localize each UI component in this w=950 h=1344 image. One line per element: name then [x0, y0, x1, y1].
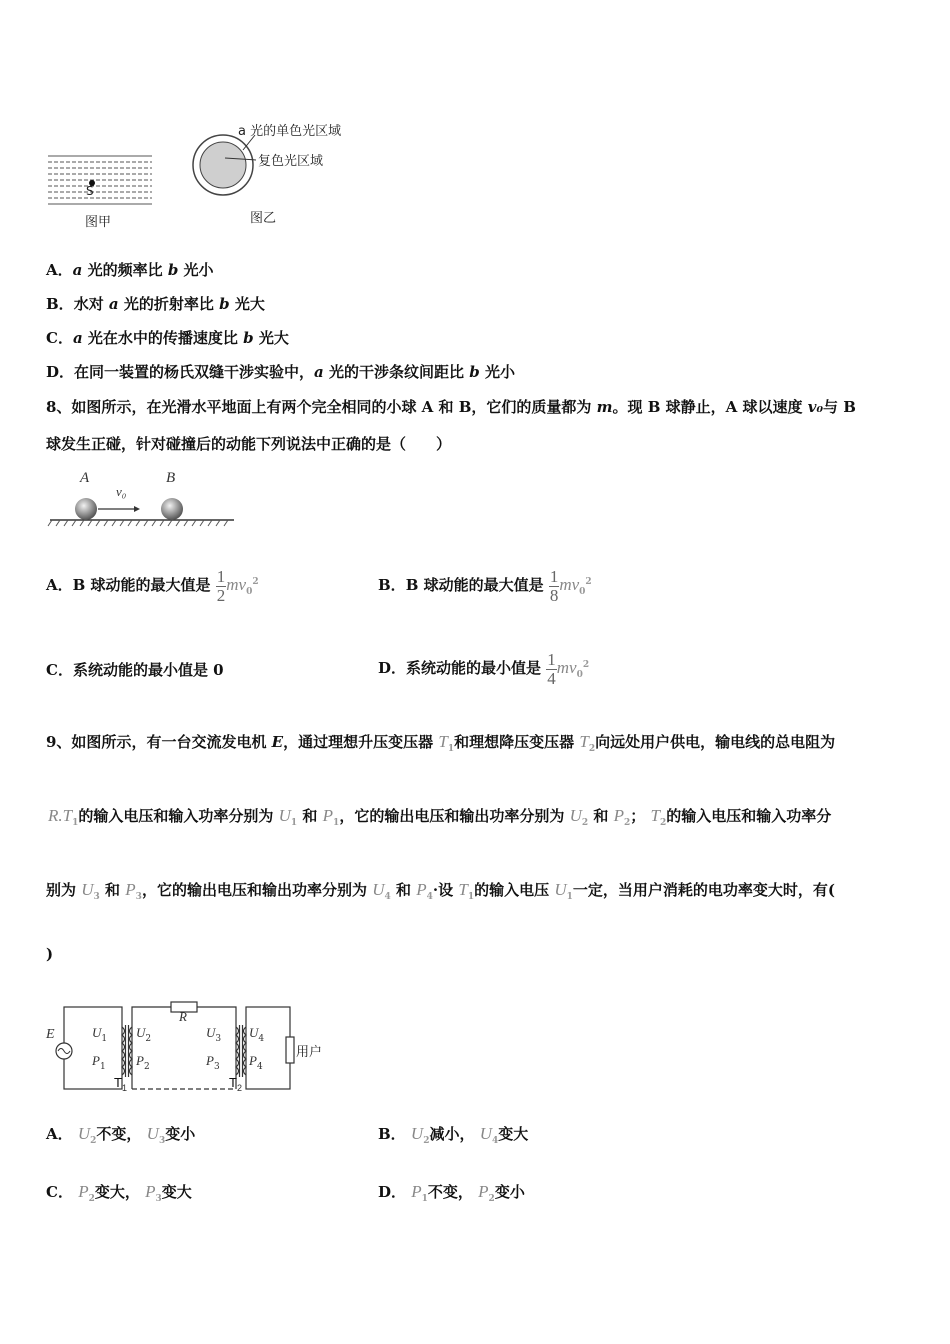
- label-p4: $P_4$: [249, 1053, 263, 1072]
- q7-option-b[interactable]: B．水对 a 光的折射率比 b 光大: [46, 295, 265, 313]
- ball-a-label: A: [80, 470, 90, 486]
- user-loop: [246, 1007, 290, 1089]
- label-t2: $T_2$: [229, 1075, 242, 1093]
- label-r: R: [179, 1009, 187, 1024]
- caption-yi: 图乙: [250, 211, 277, 226]
- q9-option-d[interactable]: D． $P_1$不变， $P_2$变小: [378, 1182, 525, 1204]
- q9-stem-line4: ): [46, 945, 54, 963]
- label-p3: $P_3$: [206, 1053, 220, 1072]
- transmission-top-left: [132, 1007, 171, 1089]
- q9-stem-line1: 9、如图所示，有一台交流发电机 E，通过理想升压变压器 $T_1$和理想降压变压器 $T_2$向远处用户供电，输电线的总电阻为: [46, 732, 836, 754]
- label-a-light: a 光的单色光区域: [238, 124, 342, 139]
- label-e: E: [46, 1027, 55, 1042]
- source-label: S: [86, 184, 94, 198]
- q7-option-d[interactable]: D．在同一装置的杨氏双缝干涉实验中，a 光的干涉条纹间距比 b 光小: [46, 363, 515, 381]
- ball-b: [161, 498, 183, 520]
- q8-figure: [46, 470, 246, 530]
- label-p1: $P_1$: [92, 1053, 106, 1072]
- label-mixed-light: 复色光区域: [258, 154, 324, 169]
- q8-option-a[interactable]: A．B 球动能的最大值是 $\frac{1}{2}$ $mv_0^2$: [46, 566, 259, 605]
- fraction: $\frac{1}{4}$: [547, 649, 556, 688]
- q9-circuit-svg: [46, 995, 336, 1095]
- q9-stem-line2: $R.T_1$的输入电压和输入功率分别为 $U_1$ 和 $P_1$，它的输出电压和输出功率分别为 $U_2$ 和 $P_2$； $T_2$的输入电压和输入功率分: [48, 806, 832, 828]
- q8-figure-svg: [46, 470, 246, 530]
- q8-stem-line2: 球发生正碰，针对碰撞后的动能下列说法中正确的是（ ）: [46, 435, 452, 453]
- q9-stem-line3: 别为 $U_3$ 和 $P_3$，它的输出电压和输出功率分别为 $U_4$ 和 $P_4\cdot$设 $T_1$的输入电压 $U_1$一定，当用户消耗的电功率变大时，有(: [46, 880, 835, 902]
- q8-option-d[interactable]: D．系统动能的最小值是 $\frac{1}{4}$ $mv_0^2$: [378, 649, 590, 688]
- user-load: [286, 1037, 294, 1063]
- label-u4: $U_4$: [249, 1025, 265, 1044]
- q9-option-a[interactable]: A． $U_2$不变， $U_3$变小: [46, 1124, 196, 1146]
- q8-option-c[interactable]: C．系统动能的最小值是 0: [46, 661, 224, 679]
- q7-option-c[interactable]: C．a 光在水中的传播速度比 b 光大: [46, 329, 289, 347]
- caption-jia: 图甲: [85, 215, 112, 230]
- label-u1: $U_1$: [92, 1025, 108, 1044]
- figure-water-light: [40, 110, 380, 235]
- inner-disc-mixed-light: [200, 142, 246, 188]
- ball-a: [75, 498, 97, 520]
- q8-option-b[interactable]: B．B 球动能的最大值是 $\frac{1}{8}$ $mv_0^2$: [378, 566, 592, 605]
- q9-option-b[interactable]: B． $U_2$减小， $U_4$变大: [378, 1124, 529, 1146]
- q9-circuit: [46, 995, 336, 1095]
- label-user: 用户: [296, 1045, 323, 1060]
- label-u3: $U_3$: [206, 1025, 222, 1044]
- q9-option-c[interactable]: C． $P_2$变大， $P_3$变大: [46, 1182, 192, 1204]
- q7-option-a[interactable]: A．a 光的频率比 b 光小: [46, 261, 214, 279]
- fraction: $\frac{1}{8}$: [549, 566, 559, 605]
- velocity-label: v₀: [116, 484, 127, 499]
- label-p2: $P_2$: [136, 1053, 150, 1072]
- ball-b-label: B: [166, 470, 176, 486]
- fraction: $\frac{1}{2}$: [216, 566, 226, 605]
- label-t1: $T_1$: [114, 1075, 127, 1093]
- label-u2: $U_2$: [136, 1025, 152, 1044]
- q8-stem-line1: 8、如图所示，在光滑水平地面上有两个完全相同的小球 A 和 B，它们的质量都为 m。现 B 球静止，A 球以速度 v₀与 B: [46, 398, 856, 416]
